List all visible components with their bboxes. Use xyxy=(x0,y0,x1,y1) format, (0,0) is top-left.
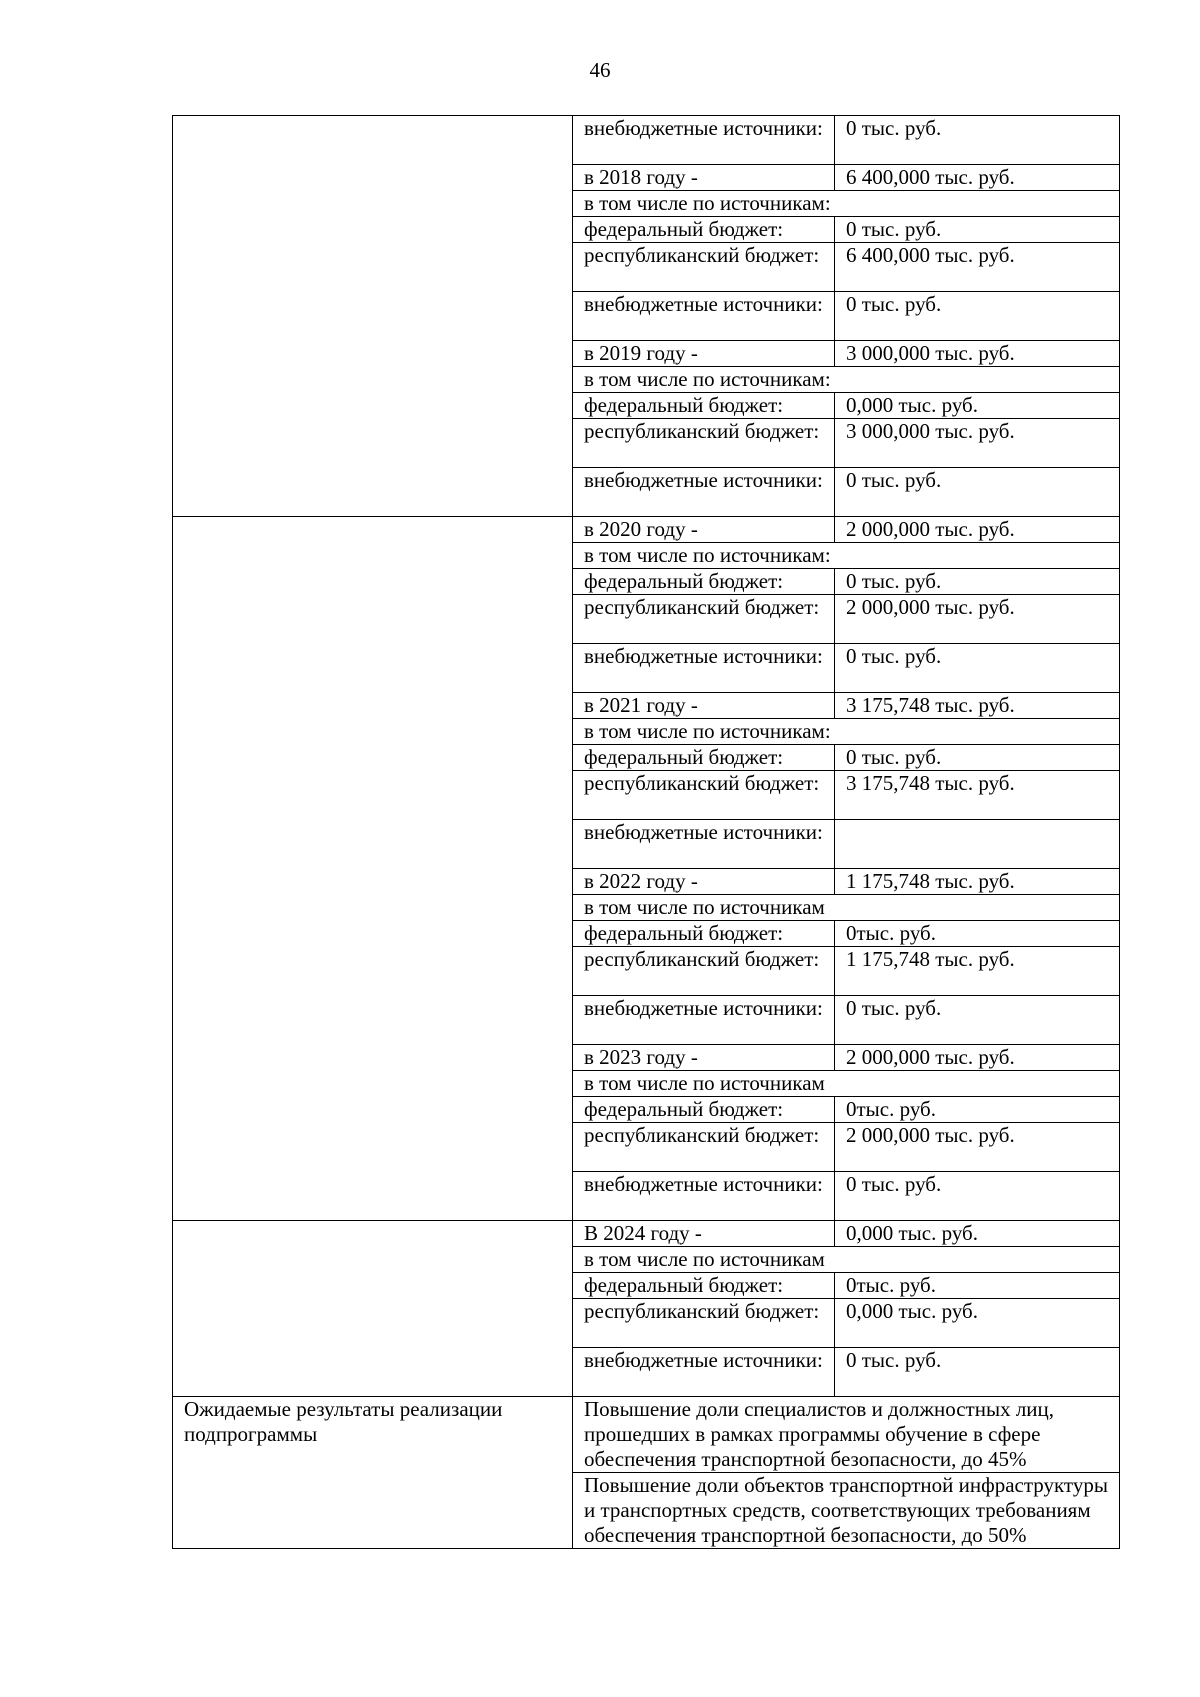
table-row xyxy=(173,1221,1120,1247)
funding-label-cell: внебюджетные источники: xyxy=(573,996,835,1045)
funding-label-cell: в 2020 году - xyxy=(573,517,835,543)
funding-value-cell: 0,000 тыс. руб. xyxy=(835,393,1120,419)
funding-label-cell: республиканский бюджет: xyxy=(573,947,835,996)
results-label-cell: Ожидаемые результаты реализации подпрограммы xyxy=(173,1397,573,1549)
section-label-cell xyxy=(173,517,573,1221)
funding-value-cell: 0 тыс. руб. xyxy=(835,217,1120,243)
funding-value-cell: 0тыс. руб. xyxy=(835,921,1120,947)
funding-value-cell: 0тыс. руб. xyxy=(835,1097,1120,1123)
funding-value-cell: 1 175,748 тыс. руб. xyxy=(835,947,1120,996)
funding-value-cell: 6 400,000 тыс. руб. xyxy=(835,165,1120,191)
funding-value-cell: 6 400,000 тыс. руб. xyxy=(835,243,1120,292)
funding-value-cell: 0тыс. руб. xyxy=(835,1273,1120,1299)
funding-label-cell: республиканский бюджет: xyxy=(573,1299,835,1348)
funding-label-cell: федеральный бюджет: xyxy=(573,217,835,243)
funding-value-cell: 3 000,000 тыс. руб. xyxy=(835,341,1120,367)
funding-value-cell: 1 175,748 тыс. руб. xyxy=(835,869,1120,895)
funding-label-cell: в 2022 году - xyxy=(573,869,835,895)
funding-label-cell: В 2024 году - xyxy=(573,1221,835,1247)
funding-label-cell: федеральный бюджет: xyxy=(573,1273,835,1299)
section-label-cell xyxy=(173,116,573,517)
subheading-cell: в том числе по источникам xyxy=(573,895,1120,921)
results-row xyxy=(173,1397,1120,1473)
funding-value-cell: 0 тыс. руб. xyxy=(835,292,1120,341)
funding-value-cell: 0 тыс. руб. xyxy=(835,116,1120,165)
funding-value-cell xyxy=(835,820,1120,869)
funding-label-cell: федеральный бюджет: xyxy=(573,1097,835,1123)
funding-value-cell: 3 175,748 тыс. руб. xyxy=(835,693,1120,719)
funding-label-cell: в 2018 году - xyxy=(573,165,835,191)
funding-label-cell: внебюджетные источники: xyxy=(573,820,835,869)
result-item-cell: Повышение доли специалистов и должностных лиц, прошедших в рамках программы обучение в сфере обеспечения транспортной безопасности, до 45% xyxy=(573,1397,1120,1473)
funding-value-cell: 0 тыс. руб. xyxy=(835,745,1120,771)
funding-value-cell: 2 000,000 тыс. руб. xyxy=(835,1045,1120,1071)
funding-value-cell: 2 000,000 тыс. руб. xyxy=(835,1123,1120,1172)
section-label-cell xyxy=(173,1221,573,1397)
funding-label-cell: республиканский бюджет: xyxy=(573,595,835,644)
funding-label-cell: федеральный бюджет: xyxy=(573,569,835,595)
subheading-cell: в том числе по источникам: xyxy=(573,191,1120,217)
funding-value-cell: 3 175,748 тыс. руб. xyxy=(835,771,1120,820)
funding-label-cell: внебюджетные источники: xyxy=(573,1172,835,1221)
subheading-cell: в том числе по источникам: xyxy=(573,367,1120,393)
funding-value-cell: 0 тыс. руб. xyxy=(835,996,1120,1045)
funding-label-cell: внебюджетные источники: xyxy=(573,644,835,693)
funding-value-cell: 0 тыс. руб. xyxy=(835,1172,1120,1221)
funding-value-cell: 3 000,000 тыс. руб. xyxy=(835,419,1120,468)
funding-value-cell: 0 тыс. руб. xyxy=(835,1348,1120,1397)
funding-label-cell: республиканский бюджет: xyxy=(573,419,835,468)
table-row xyxy=(173,517,1120,543)
funding-value-cell: 0 тыс. руб. xyxy=(835,644,1120,693)
funding-label-cell: республиканский бюджет: xyxy=(573,1123,835,1172)
funding-label-cell: в 2021 году - xyxy=(573,693,835,719)
funding-label-cell: внебюджетные источники: xyxy=(573,116,835,165)
funding-value-cell: 2 000,000 тыс. руб. xyxy=(835,595,1120,644)
funding-value-cell: 0,000 тыс. руб. xyxy=(835,1299,1120,1348)
funding-value-cell: 2 000,000 тыс. руб. xyxy=(835,517,1120,543)
funding-label-cell: республиканский бюджет: xyxy=(573,771,835,820)
funding-label-cell: федеральный бюджет: xyxy=(573,745,835,771)
funding-label-cell: республиканский бюджет: xyxy=(573,243,835,292)
subheading-cell: в том числе по источникам: xyxy=(573,543,1120,569)
page-number: 46 xyxy=(589,58,611,82)
result-item-cell: Повышение доли объектов транспортной инфраструктуры и транспортных средств, соответствующих требованиям обеспечения транспортной безопасности, до 50% xyxy=(573,1473,1120,1549)
funding-label-cell: внебюджетные источники: xyxy=(573,1348,835,1397)
funding-label-cell: внебюджетные источники: xyxy=(573,468,835,517)
funding-label-cell: в 2019 году - xyxy=(573,341,835,367)
funding-table xyxy=(172,115,1120,1549)
subheading-cell: в том числе по источникам xyxy=(573,1071,1120,1097)
funding-label-cell: внебюджетные источники: xyxy=(573,292,835,341)
table-row xyxy=(173,116,1120,165)
funding-label-cell: в 2023 году - xyxy=(573,1045,835,1071)
funding-value-cell: 0,000 тыс. руб. xyxy=(835,1221,1120,1247)
funding-label-cell: федеральный бюджет: xyxy=(573,393,835,419)
subheading-cell: в том числе по источникам xyxy=(573,1247,1120,1273)
subheading-cell: в том числе по источникам: xyxy=(573,719,1120,745)
funding-value-cell: 0 тыс. руб. xyxy=(835,569,1120,595)
funding-value-cell: 0 тыс. руб. xyxy=(835,468,1120,517)
funding-label-cell: федеральный бюджет: xyxy=(573,921,835,947)
